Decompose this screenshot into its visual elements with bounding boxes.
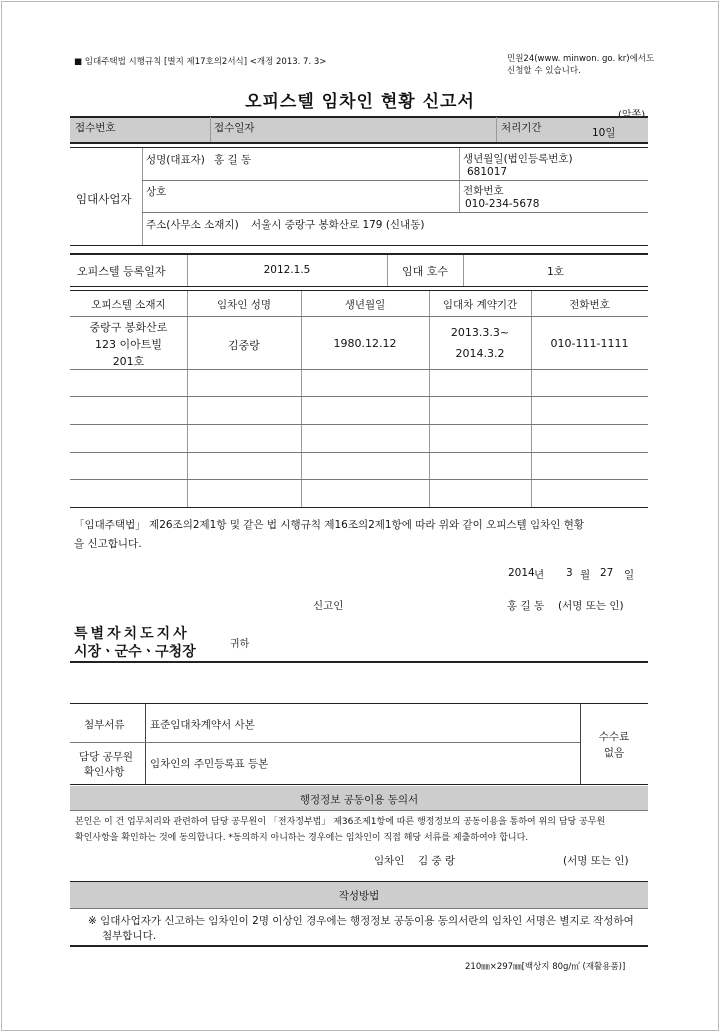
tenant-location-line1: 중랑구 봉화산로	[89, 321, 168, 334]
tenant-birth: 1980.12.12	[333, 337, 397, 350]
date-month-unit: 월	[580, 569, 591, 581]
online-note-1: 민원24(www. minwon. go. kr)에서도	[507, 54, 655, 64]
address-value: 서울시 중랑구 봉화산로 179 (신내동)	[251, 219, 425, 231]
recipient-line2: 시장ㆍ군수ㆍ구청장	[74, 644, 196, 660]
date-year-unit: 년	[534, 569, 545, 581]
receipt-date-label: 접수일자	[214, 122, 255, 134]
attachments-label: 첨부서류	[84, 719, 125, 731]
consent-tenant-name: 김 중 랑	[418, 855, 456, 867]
registration-date-value: 2012.1.5	[263, 264, 311, 276]
col-header-contract-period: 임대차 계약기간	[442, 299, 518, 311]
col-header-tenant-name: 임차인 성명	[216, 299, 272, 311]
tenant-period-start: 2013.3.3~	[450, 326, 510, 339]
fee-value: 없음	[603, 747, 625, 759]
form-title: 오피스텔 임차인 현황 신고서	[245, 92, 475, 112]
paper-spec: 210㎜×297㎜[백상지 80g/㎡ (재활용품)]	[465, 962, 626, 972]
landlord-section-label: 임대사업자	[76, 192, 132, 206]
date-day: 27	[600, 567, 614, 579]
consent-tenant-label: 임차인	[374, 855, 405, 867]
tenant-name: 김중랑	[228, 339, 260, 352]
name-value: 홍 길 동	[214, 154, 252, 166]
reporter-name: 홍 길 동	[507, 600, 545, 612]
trade-name-label: 상호	[146, 186, 167, 198]
declaration-line1: 「임대주택법」 제26조의2제1항 및 같은 법 시행규칙 제16조의2제1항에 따라 위와 같이 오피스텔 임차인 현황	[74, 519, 585, 531]
fee-label: 수수료	[598, 731, 630, 743]
recipient-line1: 특별자치도지사	[74, 626, 190, 642]
receipt-number-label: 접수번호	[75, 122, 116, 134]
consent-line1: 본인은 이 건 업무처리와 관련하여 담당 공무원이 「전자정부법」 제36조제1항에 따른 행정정보의 공동이용을 통하여 위의 담당 공무원	[75, 817, 606, 827]
declaration-line2: 을 신고합니다.	[74, 538, 142, 550]
name-label: 성명(대표자)	[146, 154, 205, 166]
instructions-line1: ※ 임대사업자가 신고하는 임차인이 2명 이상인 경우에는 행정정보 공동이용 동의서란의 임차인 서명은 별지로 작성하여	[88, 915, 634, 927]
consent-line2: 확인사항을 확인하는 것에 동의합니다. *동의하지 아니하는 경우에는 임차인이 직접 해당 서류를 제출하여야 합니다.	[75, 833, 529, 843]
birth-label: 생년월일(법인등록번호)	[463, 153, 573, 165]
col-header-birth: 생년월일	[344, 299, 386, 311]
reporter-sign-label: (서명 또는 인)	[558, 600, 624, 612]
receipt-row-bg	[70, 117, 648, 142]
consent-title: 행정정보 공동이용 동의서	[299, 794, 419, 806]
attachments-value: 표준임대차계약서 사본	[150, 719, 255, 731]
phone-value: 010-234-5678	[465, 198, 540, 210]
page-frame	[1, 1, 719, 1031]
col-header-location: 오피스텔 소재지	[91, 299, 166, 311]
law-reference: ■ 임대주택법 시행규칙 [별지 제17호의2서식] <개정 2013. 7. 3>	[74, 57, 327, 67]
registration-date-label: 오피스텔 등록일자	[77, 265, 166, 278]
date-day-unit: 일	[624, 569, 635, 581]
birth-value: 681017	[467, 166, 508, 178]
official-check-label-2: 확인사항	[84, 766, 125, 778]
date-year: 2014	[508, 567, 535, 579]
date-month: 3	[566, 567, 573, 579]
recipient-suffix: 귀하	[230, 639, 250, 650]
tenant-period-end: 2014.3.2	[455, 347, 505, 360]
online-note-2: 신청할 수 있습니다.	[507, 66, 581, 76]
tenant-location-line2: 123 이아트빌	[95, 338, 162, 351]
processing-period-value: 10일	[592, 127, 616, 139]
address-label: 주소(사무소 소재지)	[146, 219, 239, 231]
rental-units-label: 임대 호수	[401, 265, 448, 278]
processing-period-label: 처리기간	[501, 122, 542, 134]
official-check-label-1: 담당 공무원	[79, 751, 134, 763]
instructions-title: 작성방법	[338, 890, 380, 902]
tenant-location-line3: 201호	[112, 355, 145, 368]
instructions-line2: 첨부합니다.	[102, 930, 157, 942]
tenant-phone: 010-111-1111	[550, 337, 629, 350]
col-header-phone: 전화번호	[569, 299, 610, 311]
reporter-label: 신고인	[313, 600, 344, 612]
phone-label: 전화번호	[463, 185, 504, 197]
official-check-value: 임차인의 주민등록표 등본	[150, 758, 269, 770]
rental-units-value: 1호	[547, 266, 564, 278]
consent-sign-label: (서명 또는 인)	[563, 855, 629, 867]
